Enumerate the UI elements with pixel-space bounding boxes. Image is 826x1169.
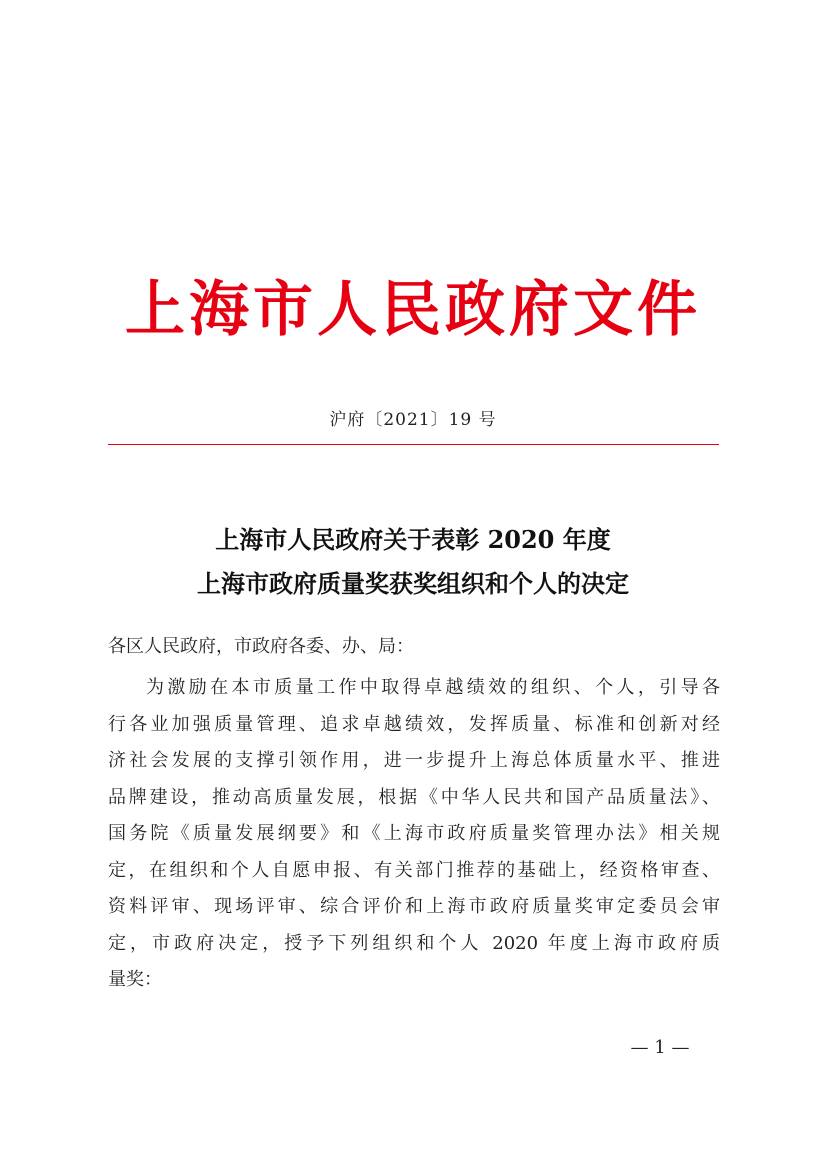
red-separator-line [108, 444, 719, 445]
body-line-7: 资料评审、现场评审、综合评价和上海市政府质量奖审定委员会审 [108, 896, 720, 917]
document-masthead: 上海市人民政府文件 [125, 275, 701, 345]
body-line-8: 定，市政府决定，授予下列组织和个人 2020 年度上海市政府质 [108, 932, 720, 954]
body-line-9: 量奖： [108, 969, 162, 990]
body-line-1: 为激励在本市质量工作中取得卓越绩效的组织、个人，引导各 [146, 677, 720, 698]
recipient-line: 各区人民政府，市政府各委、办、局： [108, 636, 414, 657]
document-number: 沪府〔2021〕19 号 [329, 410, 497, 430]
body-paragraph [108, 670, 720, 999]
title-line-2: 上海市政府质量奖获奖组织和个人的决定 [197, 569, 629, 598]
body-line-6: 定，在组织和个人自愿申报、有关部门推荐的基础上，经资格审查、 [108, 859, 720, 881]
document-title [0, 518, 826, 606]
body-line-5: 国务院《质量发展纲要》和《上海市政府质量奖管理办法》相关规 [108, 823, 720, 844]
page-number: — 1 — [630, 1037, 690, 1058]
title-line-1: 上海市人民政府关于表彰 2020 年度 [215, 525, 611, 554]
body-line-4: 品牌建设，推动高质量发展，根据《中华人民共和国产品质量法》、 [108, 786, 720, 808]
body-line-2: 行各业加强质量管理、追求卓越绩效，发挥质量、标准和创新对经 [108, 713, 720, 735]
body-line-3: 济社会发展的支撑引领作用，进一步提升上海总体质量水平、推进 [108, 750, 720, 771]
